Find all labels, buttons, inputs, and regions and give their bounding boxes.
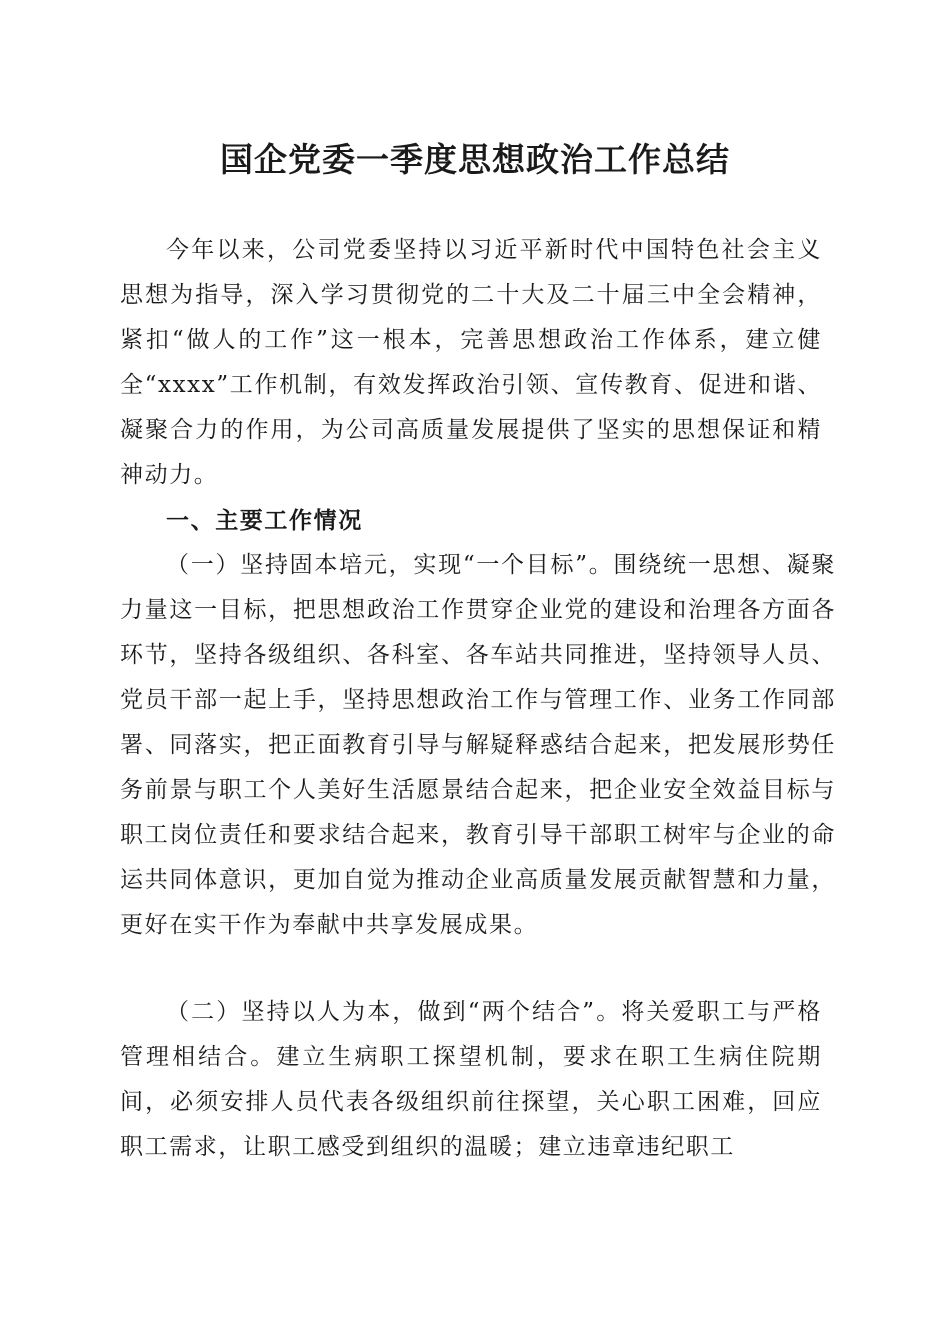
intro-paragraph: 今年以来，公司党委坚持以习近平新时代中国特色社会主义思想为指导，深入学习贯彻党的二十大及二十届三中全会精神，紧扣“做人的工作”这一根本，完善思想政治工作体系，建立健全“xxxx”工作机制，有效发挥政治引领、宣传教育、促进和谐、凝聚合力的作用，为公司高质量发展提供了坚实的思想保证和精神动力。 [120,237,822,488]
paragraph-item-1: （一）坚持固本培元，实现“一个目标”。围绕统一思想、凝聚力量这一目标，把思想政治工作贯穿企业党的建设和治理各方面各环节，坚持各级组织、各科室、各车站共同推进，坚持领导人员、党员干部一起上手，坚持思想政治工作与管理工作、业务工作同部署、同落实，把正面教育引导与解疑释惑结合起来，把发展形势任务前景与职工个人美好生活愿景结合起来，把企业安全效益目标与职工岗位责任和要求结合起来，教育引导干部职工树牢与企业的命运共同体意识，更加自觉为推动企业高质量发展贡献智慧和力量，更好在实干作为奉献中共享发展成果。 [120,552,836,938]
section-heading-main-work: 一、主要工作情况 [166,508,363,534]
document-title: 国企党委一季度思想政治工作总结 [220,140,730,179]
paragraph-item-2: （二）坚持以人为本，做到“两个结合”。将关爱职工与严格管理相结合。建立生病职工探望机制，要求在职工生病住院期间，必须安排人员代表各级组织前往探望，关心职工困难，回应职工需求，让职工感受到组织的温暖；建立违章违纪职工 [120,999,822,1160]
